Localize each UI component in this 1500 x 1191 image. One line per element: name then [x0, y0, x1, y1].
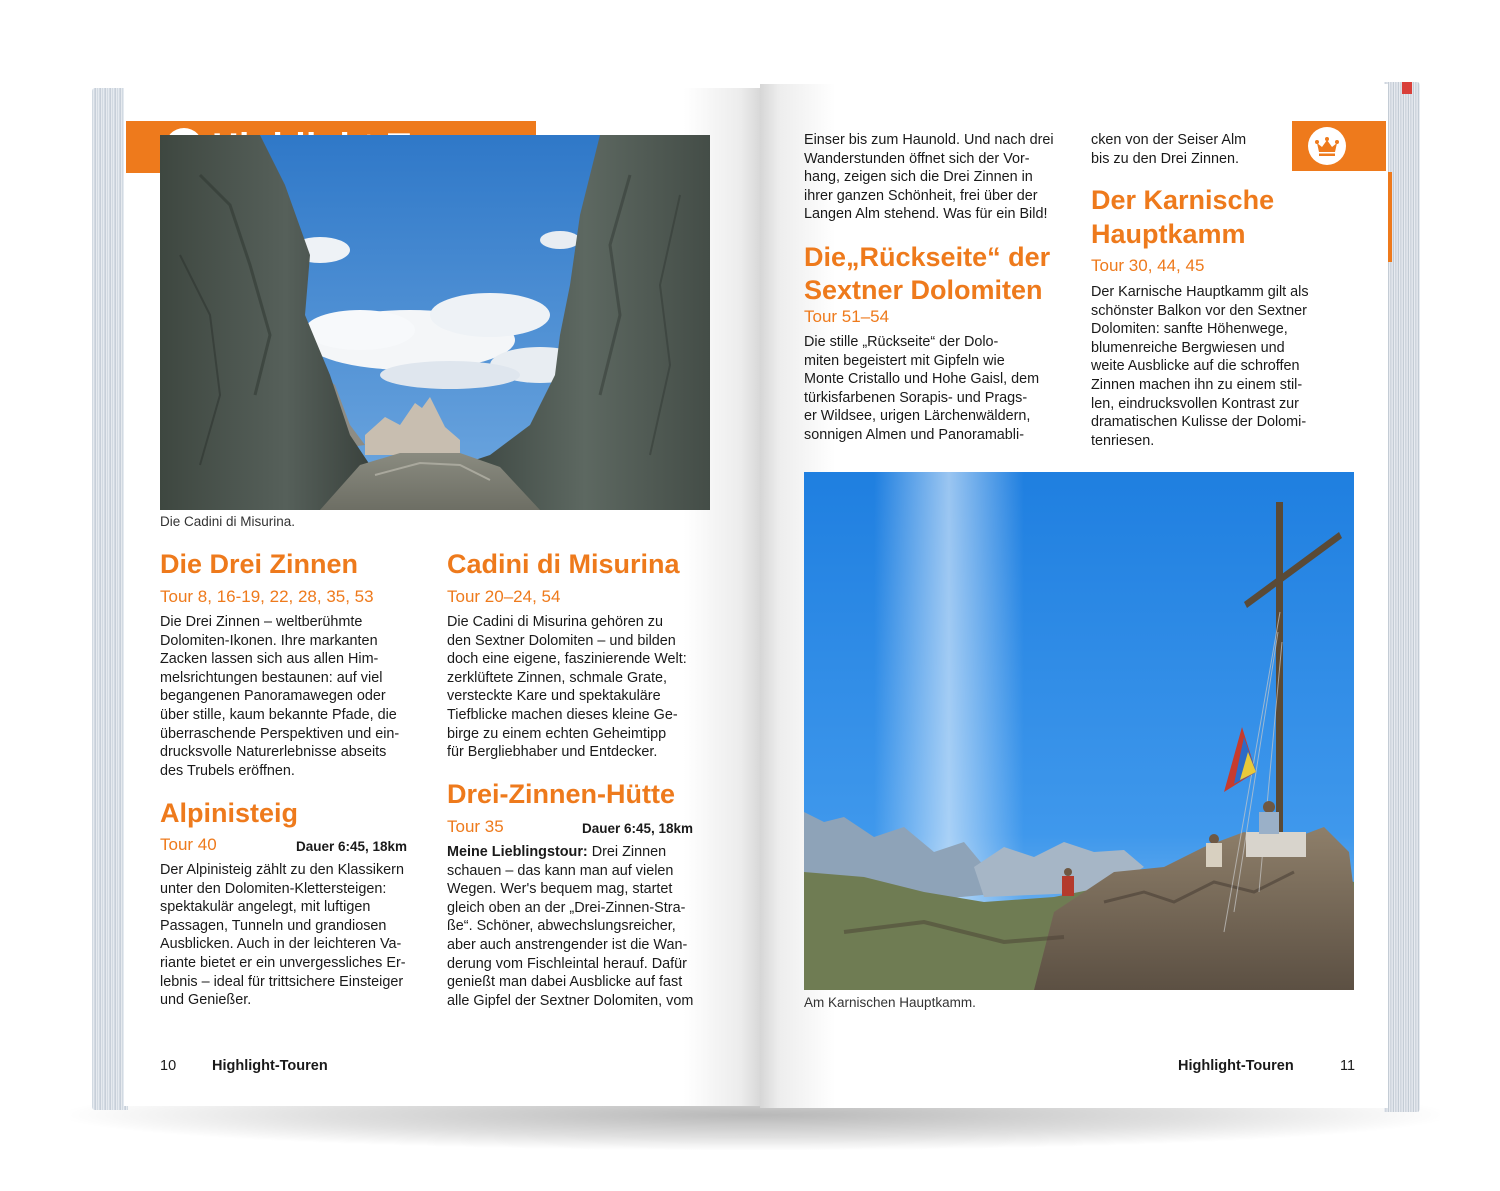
text-rueckseite: Die stille „Rückseite“ der Dolo- miten begeistert mit Gipfeln wie Monte Cristallo und Hohe Gaisl, dem türkisfarbenen Sorapis- und Prags- er Wildsee, urigen Lärchenwäldern, sonnigen Almen und Panoramabli-	[804, 334, 1040, 443]
heading-karnische-line1: Der Karnische	[1091, 185, 1275, 215]
page-edges-right	[1384, 82, 1420, 1112]
tour-list-alpinisteig: Tour 40	[160, 835, 217, 854]
duration-alpinisteig: Dauer 6:45, 18km	[296, 839, 408, 854]
section-banner-right	[1292, 121, 1386, 171]
text-die-drei-zinnen: Die Drei Zinnen – weltberühmte Dolomiten-Ikonen. Ihre markanten Zacken lassen sich aus allen Him- melsrichtungen bestaunen: auf viel begangenen Panoramawegen oder über stille, kaum bekannte Pfade, die überraschende Perspektiven und ein- drucksvolle Naturerlebnisse abseits des Trubels eröffnen.	[160, 614, 400, 779]
text-continued-rueckseite: cken von der Seiser Alm bis zu den Drei Zinnen.	[1091, 132, 1247, 167]
thumb-tab-marker-red	[1402, 82, 1412, 94]
heading-karnische-line2: Hauptkamm	[1091, 219, 1246, 249]
text-drei-zinnen-huette	[447, 843, 709, 1010]
heading-cadini-di-misurina: Cadini di Misurina	[447, 549, 680, 579]
tour-list-cadini: Tour 20–24, 54	[447, 587, 561, 606]
text-alpinisteig: Der Alpinisteig zählt zu den Klassikern unter den Dolomiten-Klettersteigen: spektakulär angelegt, mit luftigen Passagen, Tunneln und grandiosen Ausblicken. Auch in der leichteren Va- riante bietet er ein unvergessliches Er- lebnis – ideal für trittsichere Einsteiger und Genießer.	[160, 862, 406, 1009]
photo-karnischer-hauptkamm	[804, 472, 1354, 990]
page-number-left: 10	[160, 1058, 177, 1074]
running-footer-right: Highlight-Touren	[1178, 1058, 1294, 1074]
text-karnische-hauptkamm: Der Karnische Hauptkamm gilt als schönster Balkon vor den Sextner Dolomiten: sanfte Höhenwege, blumenreiche Bergwiesen und weite Ausblicke auf die schroffen Zinnen machen ihn zu einem stil- len, eindrucksvollen Kontrast zur dramatischen Kulisse der Dolomi- tenriesen.	[1091, 284, 1309, 449]
running-footer-left: Highlight-Touren	[212, 1058, 328, 1074]
tour-list-drei-zinnen-huette: Tour 35	[447, 817, 504, 836]
tour-list-drei-zinnen: Tour 8, 16-19, 22, 28, 35, 53	[160, 587, 374, 606]
duration-drei-zinnen-huette: Dauer 6:45, 18km	[582, 821, 694, 836]
text-body-lieblingstour: Drei Zinnen schauen – das kann man auf vielen Wegen. Wer's bequem mag, startet gleich oben an der „Drei-Zinnen-Stra- ße“. Schöner, abwechslungsreicher, aber auch anstrengender ist die Wan- derung vom Fischleintal herauf. Dafür genießt man dabei Ausblicke auf fast alle Gipfel der Sextner Dolomiten, vom	[447, 844, 694, 1009]
tour-list-rueckseite: Tour 51–54	[804, 307, 890, 326]
crown-icon	[1308, 127, 1346, 165]
page-edges-left	[92, 88, 128, 1110]
photo-caption-left: Die Cadini di Misurina.	[160, 514, 296, 529]
lead-in-lieblingstour: Meine Lieblingstour:	[447, 844, 588, 860]
photo-cadini-di-misurina	[160, 135, 710, 510]
heading-alpinisteig: Alpinisteig	[160, 798, 299, 828]
heading-rueckseite-line2: Sextner Dolomiten	[804, 275, 1043, 305]
tour-list-karnische: Tour 30, 44, 45	[1091, 256, 1205, 275]
photo-caption-right: Am Karnischen Hauptkamm.	[804, 995, 976, 1010]
page-number-right: 11	[1340, 1058, 1356, 1074]
heading-die-drei-zinnen: Die Drei Zinnen	[160, 549, 359, 579]
heading-rueckseite-line1: Die„Rückseite“ der	[804, 242, 1051, 272]
text-continued-drei-zinnen-huette: Einser bis zum Haunold. Und nach drei Wanderstunden öffnet sich der Vor- hang, zeigen sich die Drei Zinnen in ihrer ganzen Schönheit, frei über der Langen Alm stehend. Was für ein Bild!	[804, 132, 1054, 223]
text-cadini-di-misurina: Die Cadini di Misurina gehören zu den Sextner Dolomiten – und bilden doch eine eigene, faszinierende Welt: zerklüftete Zinnen, schmale Grate, versteckte Kare und spektakuläre Tiefblicke machen dieses kleine Ge- birge zu einem echten Geheimtipp für Bergliebhaber und Entdecker.	[447, 614, 687, 761]
heading-drei-zinnen-huette: Drei-Zinnen-Hütte	[447, 779, 675, 809]
